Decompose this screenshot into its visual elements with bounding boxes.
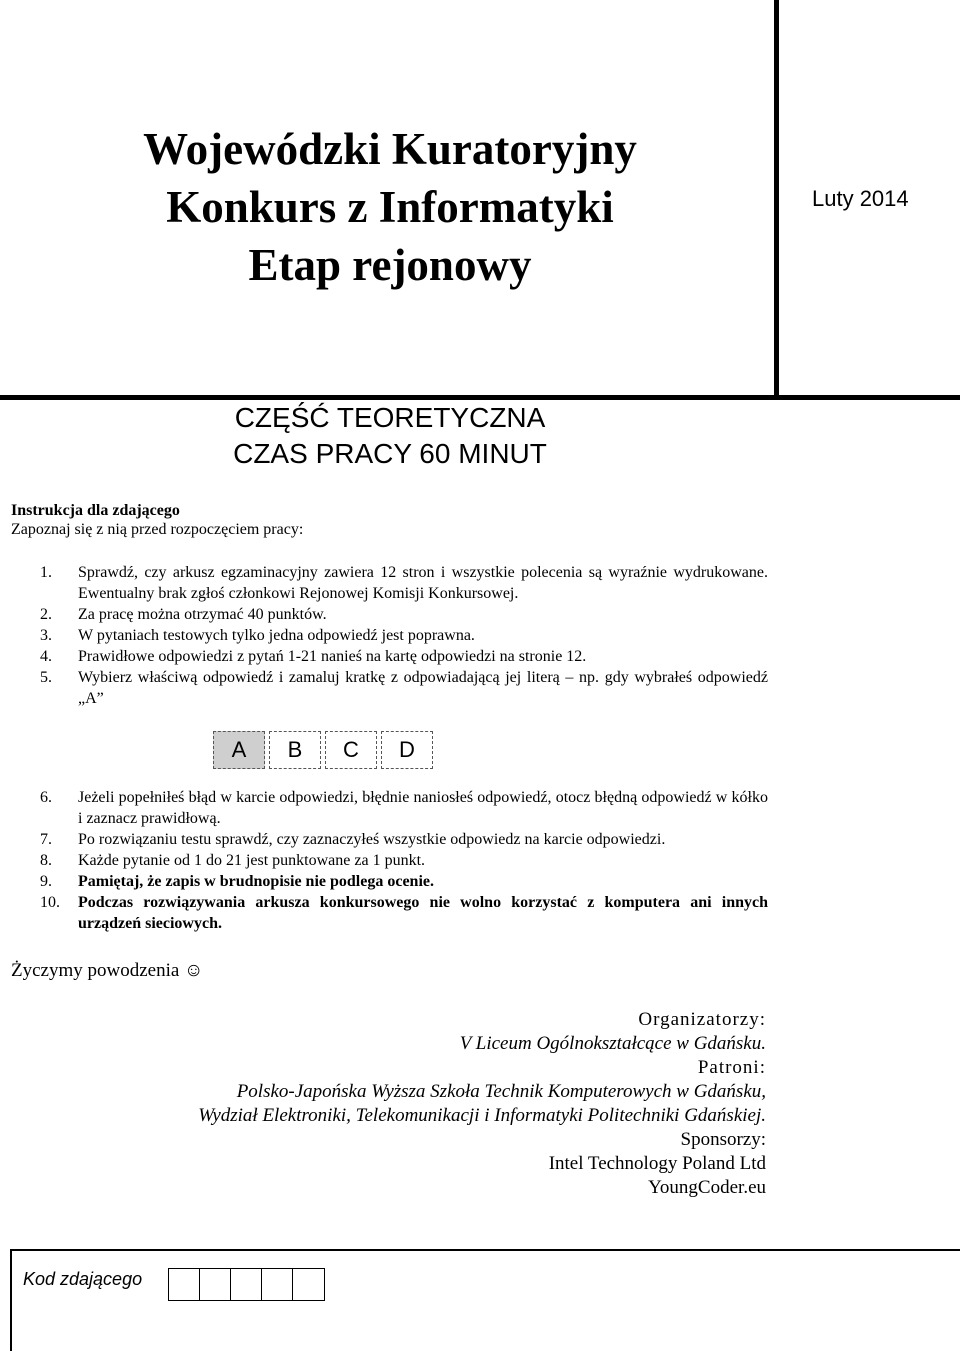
rule-text: Po rozwiązaniu testu sprawdź, czy zaznaczyłeś wszystkie odpowiedz na karcie odpowiedzi.: [78, 831, 666, 848]
section-line-1: CZĘŚĆ TEORETYCZNA: [234, 402, 546, 433]
title-line-1: Wojewódzki Kuratoryjny: [143, 124, 637, 174]
rule-text: Pamiętaj, że zapis w brudnopisie nie podlega ocenie.: [78, 873, 434, 890]
instructions-heading: Instrukcja dla zdającego: [11, 502, 180, 519]
sponsor-1: Intel Technology Poland Ltd: [548, 1153, 766, 1174]
rule-text: Prawidłowe odpowiedzi z pytań 1-21 nanieś na kartę odpowiedzi na stronie 12.: [78, 648, 587, 665]
patrons-label: Patroni:: [697, 1057, 766, 1078]
title-line-2: Konkurs z Informatyki: [166, 182, 614, 232]
rule-text: Za pracę można otrzymać 40 punktów.: [78, 606, 327, 623]
rule-item: [40, 892, 768, 934]
rule-number: 10.: [40, 894, 60, 911]
choice-d[interactable]: D: [381, 731, 433, 769]
rules-list: [40, 562, 768, 709]
code-cell[interactable]: [231, 1269, 262, 1300]
rule-text: Podczas rozwiązywania arkusza konkursowego nie wolno korzystać z komputera ani innych urządzeń sieciowych.: [78, 894, 768, 932]
sponsors-label: Sponsorzy:: [680, 1129, 766, 1150]
page-title: [60, 120, 720, 294]
rule-number: 2.: [40, 606, 52, 623]
organizers-block: [198, 1008, 766, 1200]
rule-number: 4.: [40, 648, 52, 665]
rule-item: [40, 625, 768, 646]
candidate-code-frame: [10, 1249, 960, 1351]
rule-item: [40, 850, 768, 871]
instructions-header: [11, 501, 303, 539]
rule-number: 5.: [40, 669, 52, 686]
rule-item: [40, 829, 768, 850]
candidate-code-cells: [168, 1268, 325, 1301]
rule-item: [40, 787, 768, 829]
rule-item: [40, 562, 768, 604]
code-cell[interactable]: [262, 1269, 293, 1300]
rule-number: 6.: [40, 789, 52, 806]
good-luck-message: Życzymy powodzenia ☺: [11, 960, 204, 981]
rule-item: [40, 871, 768, 892]
patron-2: Wydział Elektroniki, Telekomunikacji i Informatyki Politechniki Gdańskiej.: [198, 1105, 766, 1126]
organizers-label: Organizatorzy:: [638, 1009, 766, 1030]
answer-example: [213, 731, 437, 769]
code-cell[interactable]: [200, 1269, 231, 1300]
vertical-divider: [774, 0, 779, 400]
choice-c[interactable]: C: [325, 731, 377, 769]
rule-text: Sprawdź, czy arkusz egzaminacyjny zawiera 12 stron i wszystkie polecenia są wyraźnie wydrukowane. Ewentualny brak zgłoś członkowi Rejonowej Komisji Konkursowej.: [78, 564, 768, 602]
rule-text: Każde pytanie od 1 do 21 jest punktowane za 1 punkt.: [78, 852, 426, 869]
rule-number: 8.: [40, 852, 52, 869]
section-line-2: CZAS PRACY 60 MINUT: [233, 438, 547, 469]
code-cell[interactable]: [293, 1269, 324, 1300]
rule-number: 3.: [40, 627, 52, 644]
rule-number: 9.: [40, 873, 52, 890]
candidate-code-label: Kod zdającego: [23, 1269, 143, 1289]
rule-text: W pytaniach testowych tylko jedna odpowiedź jest poprawna.: [78, 627, 475, 644]
patron-1: Polsko-Japońska Wyższa Szkoła Technik Komputerowych w Gdańsku,: [236, 1081, 766, 1102]
rule-text: Wybierz właściwą odpowiedź i zamaluj kratkę z odpowiadającą jej literą – np. gdy wybrałeś odpowiedź „A”: [78, 669, 768, 707]
rule-item: [40, 667, 768, 709]
organizer-name: V Liceum Ogólnokształcące w Gdańsku.: [459, 1033, 766, 1054]
rules-list-continued: [40, 787, 768, 934]
rule-text: Jeżeli popełniłeś błąd w karcie odpowiedzi, błędnie naniosłeś odpowiedź, otocz błędną odpowiedź w kółko i zaznacz prawidłową.: [78, 789, 768, 827]
rule-item: [40, 646, 768, 667]
rule-number: 1.: [40, 564, 52, 581]
sponsor-2: YoungCoder.eu: [648, 1177, 766, 1198]
choice-b[interactable]: B: [269, 731, 321, 769]
rule-item: [40, 604, 768, 625]
rule-number: 7.: [40, 831, 52, 848]
exam-date: Luty 2014: [812, 186, 909, 211]
code-cell[interactable]: [169, 1269, 200, 1300]
section-heading: [170, 400, 610, 472]
instructions-subheading: Zapoznaj się z nią przed rozpoczęciem pracy:: [11, 521, 304, 538]
choice-a[interactable]: A: [213, 731, 265, 769]
title-line-3: Etap rejonowy: [248, 240, 532, 290]
